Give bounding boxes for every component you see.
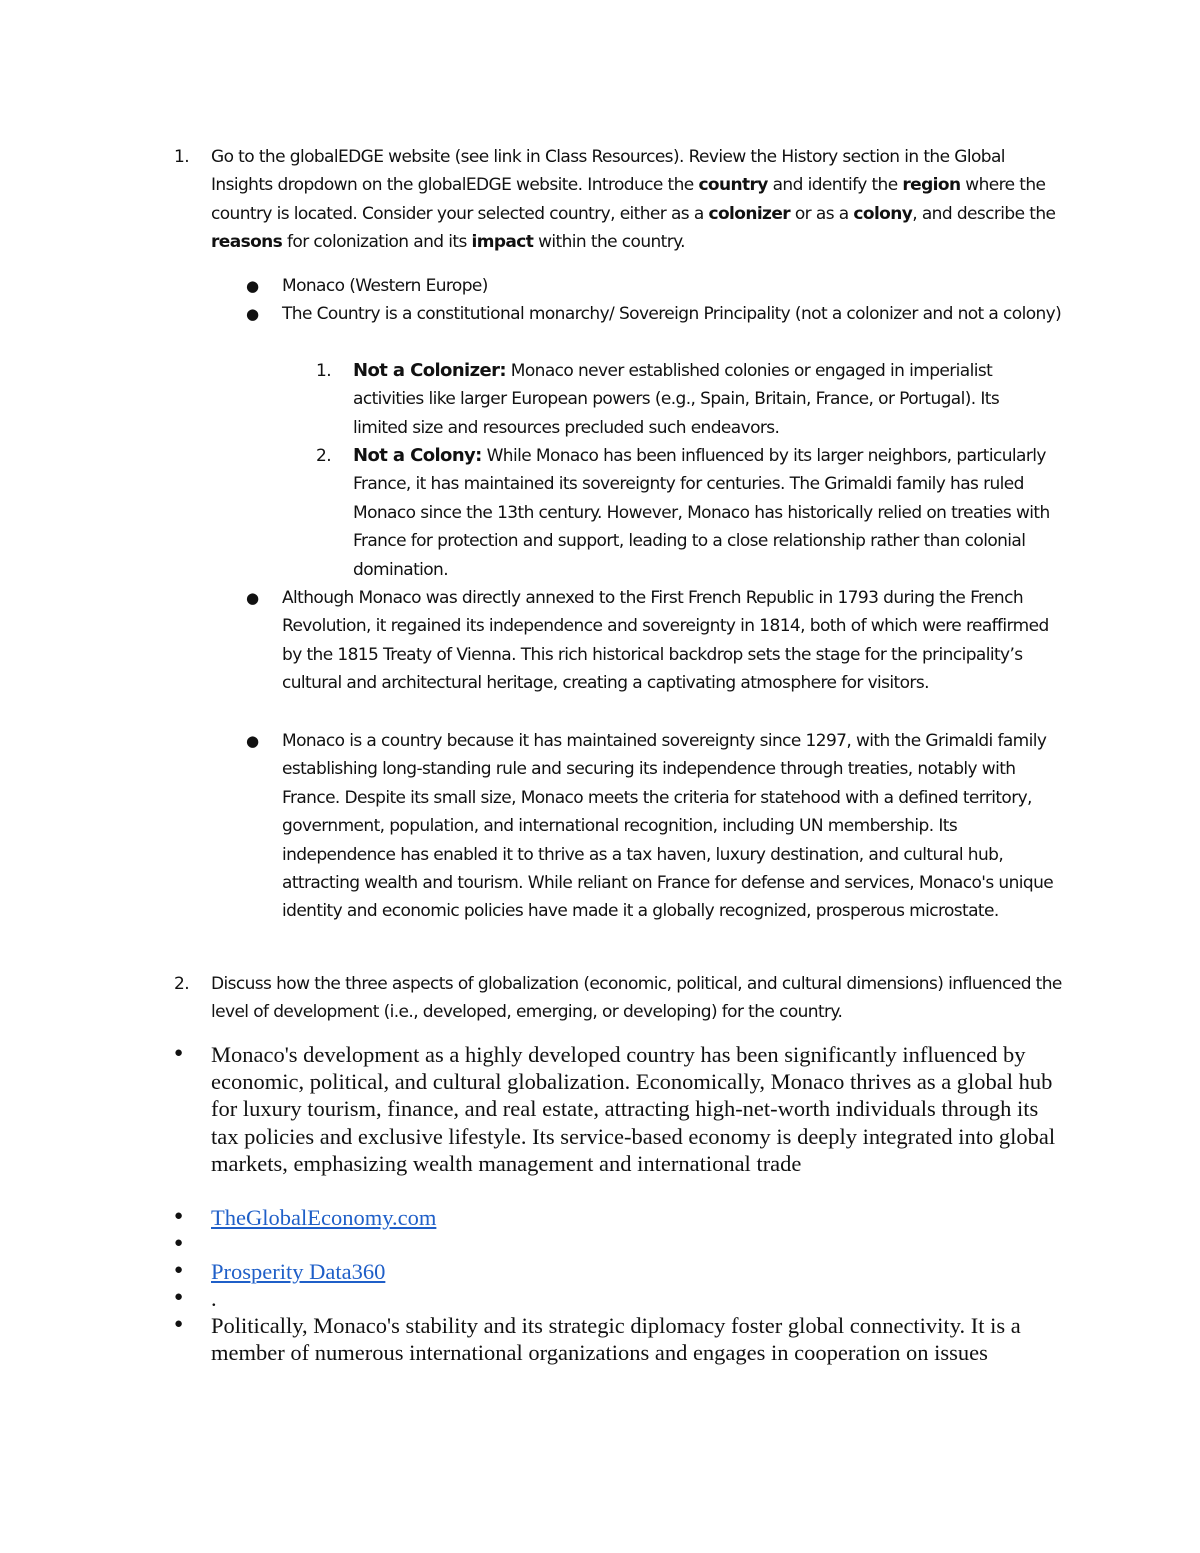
list-item: . xyxy=(211,1286,217,1311)
question-1-number: 1. xyxy=(174,147,190,167)
bullet-icon: ● xyxy=(174,1208,184,1224)
question-1-text: Go to the globalEDGE website (see link in Class Resources). Review the History section in the Global Insights dropdown on the globalEDGE website. Introduce the country and identify the region where the country is located. Consider your selected country, either as a colonizer or as a colony, and describe the reasons for colonization and its impact within the country. xyxy=(211,147,1056,253)
list-item: Although Monaco was directly annexed to the First French Republic in 1793 during the French Revolution, it regained its independence and sovereignty in 1814, both of which were reaffirmed by the 1815 Treaty of Vienna. This rich historical backdrop sets the stage for the principality’s cultural and architectural heritage, creating a captivating atmosphere for visitors. xyxy=(282,588,1049,694)
sublist-number: 2. xyxy=(316,446,332,466)
bullet-icon: ● xyxy=(246,305,259,323)
bullet-icon: ● xyxy=(174,1289,184,1305)
question-2-text: Discuss how the three aspects of globalization (economic, political, and cultural dimensions) influenced the level of development (i.e., developed, emerging, or developing) for the country. xyxy=(211,974,1062,1023)
bullet-icon: ● xyxy=(246,277,259,295)
list-item: Politically, Monaco's stability and its strategic diplomacy foster global connectivity. It is a member of numerous international organizations and engages in cooperation on issues xyxy=(211,1313,1021,1366)
list-item xyxy=(211,1204,1071,1231)
list-item xyxy=(211,1258,1071,1285)
list-item: The Country is a constitutional monarchy/ Sovereign Principality (not a colonizer and not a colony) xyxy=(282,304,1062,324)
bullet-icon: ● xyxy=(174,1045,184,1061)
theglobaleconomy-link[interactable]: TheGlobalEconomy.com xyxy=(211,1205,437,1230)
list-item: Monaco's development as a highly developed country has been significantly influenced by economic, political, and cultural globalization. Economically, Monaco thrives as a global hub for luxury tourism, finance, and real estate, attracting high-net-worth individuals through its tax policies and exclusive lifestyle. Its service-based economy is deeply integrated into global markets, emphasizing wealth management and international trade xyxy=(211,1042,1056,1176)
bullet-icon: ● xyxy=(174,1316,184,1332)
bullet-icon: ● xyxy=(174,1262,184,1278)
sublist-item: Not a Colony: While Monaco has been influenced by its larger neighbors, particularly France, it has maintained its sovereignty for centuries. The Grimaldi family has ruled Monaco since the 13th century. However, Monaco has historically relied on treaties with France for protection and support, leading to a close relationship rather than colonial domination. xyxy=(353,445,1050,580)
bullet-icon: ● xyxy=(246,732,259,750)
bullet-icon: ● xyxy=(174,1235,184,1251)
list-item: Monaco is a country because it has maintained sovereignty since 1297, with the Grimaldi family establishing long-standing rule and securing its independence through treaties, notably with France. Despite its small size, Monaco meets the criteria for statehood with a defined territory, government, population, and international recognition, including UN membership. Its independence has enabled it to thrive as a tax haven, luxury destination, and cultural hub, attracting wealth and tourism. While reliant on France for defense and services, Monaco's unique identity and economic policies have made it a globally recognized, prosperous microstate. xyxy=(282,731,1054,922)
list-item: Monaco (Western Europe) xyxy=(282,276,488,296)
bullet-icon: ● xyxy=(246,589,259,607)
prosperity-data360-link[interactable]: Prosperity Data360 xyxy=(211,1259,386,1284)
sublist-item: Not a Colonizer: Monaco never established colonies or engaged in imperialist activities like larger European powers (e.g., Spain, Britain, France, or Portugal). Its limited size and resources precluded such endeavors. xyxy=(353,360,1000,438)
sublist-number: 1. xyxy=(316,361,332,381)
question-2-number: 2. xyxy=(174,974,190,994)
